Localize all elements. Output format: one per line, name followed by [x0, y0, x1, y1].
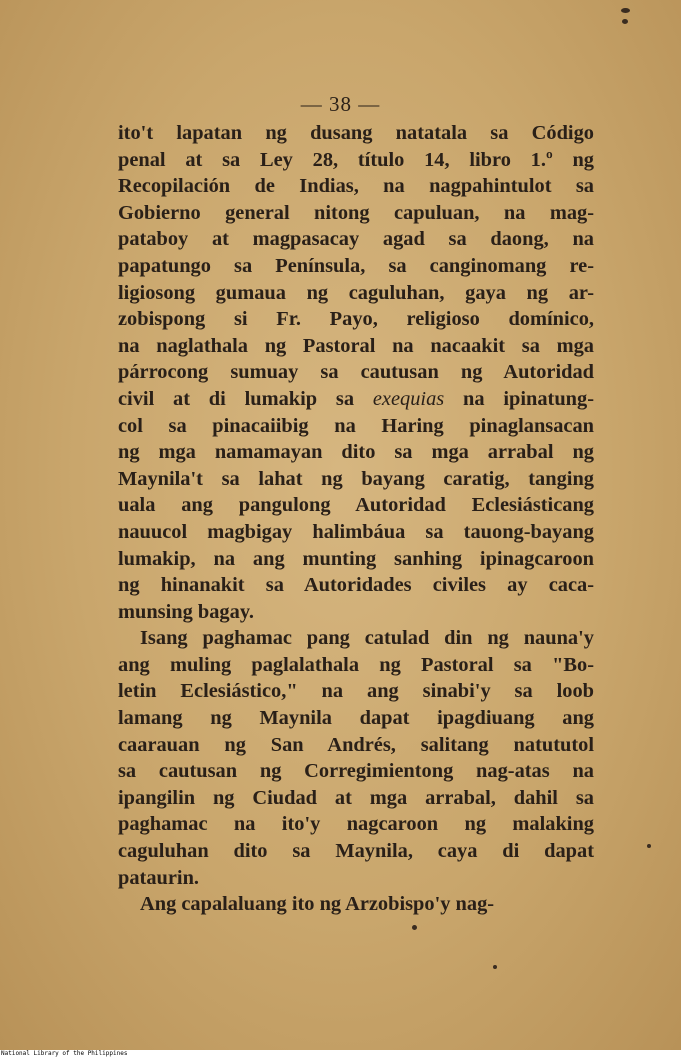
- text-line: Ang capalaluang ito ng Arzobispo'y nag-: [140, 893, 495, 916]
- text-line: Maynila't sa lahat ng bayang caratig, tanging: [118, 467, 594, 490]
- text-line: ng hinanakit sa Autoridades civiles ay caca-: [118, 574, 594, 597]
- ink-speck: [412, 925, 417, 930]
- text-line: civil at di lumakip sa exequias na ipinatung-: [118, 387, 594, 410]
- italic-word: exequias: [372, 387, 445, 410]
- text-line: ligiosong gumaua ng caguluhan, gaya ng ar-: [118, 281, 594, 304]
- text-line: ng mga namamayan dito sa mga arrabal ng: [118, 441, 594, 464]
- text-line: papatungo sa Península, sa canginomang re-: [118, 254, 594, 277]
- text-line: párrocong sumuay sa cautusan ng Autoridad: [118, 361, 594, 384]
- text-line: letin Eclesiástico," na ang sinabi'y sa loob: [118, 680, 594, 703]
- text-line: Isang paghamac pang catulad din ng nauna'y: [140, 627, 594, 650]
- text-line: lamang ng Maynila dapat ipagdiuang ang: [118, 707, 594, 730]
- ink-speck: [647, 844, 651, 848]
- ink-speck: [493, 965, 497, 969]
- text-line: caguluhan dito sa Maynila, caya di dapat: [118, 840, 594, 863]
- text-line: Gobierno general nitong capuluan, na mag-: [118, 201, 594, 224]
- text-line: ang muling paglalathala ng Pastoral sa "Bo-: [118, 653, 594, 676]
- text-line: uala ang pangulong Autoridad Eclesiásticang: [118, 494, 594, 517]
- ink-speck: [622, 19, 628, 24]
- text-line: zobispong si Fr. Payo, religioso domínico,: [118, 308, 594, 331]
- library-credit: National Library of the Philippines: [0, 1050, 681, 1058]
- text-line: munsing bagay.: [118, 600, 254, 623]
- text-line: lumakip, na ang munting sanhing ipinagcaroon: [118, 547, 594, 570]
- text-line: caarauan ng San Andrés, salitang natututol: [118, 733, 594, 756]
- text-line: sa cautusan ng Corregimientong nag-atas na: [118, 760, 594, 783]
- text-line: pataboy at magpasacay agad sa daong, na: [118, 228, 594, 251]
- text-line: nauucol magbigay halimbáua sa tauong-bayang: [118, 520, 594, 543]
- ink-speck: [621, 8, 630, 13]
- page-number: — 38 —: [300, 92, 381, 116]
- text-line: ipangilin ng Ciudad at mga arrabal, dahil sa: [118, 786, 594, 809]
- text-line: ito't lapatan ng dusang natatala sa Código: [118, 122, 594, 144]
- text-line: pataurin.: [118, 866, 200, 889]
- text-line: penal at sa Ley 28, título 14, libro 1.º ng: [118, 148, 594, 171]
- text-line: col sa pinacaiibig na Haring pinaglansacan: [118, 414, 594, 437]
- text-line: paghamac na ito'y nagcaroon ng malaking: [118, 813, 594, 836]
- text-line: Recopilación de Indias, na nagpahintulot sa: [118, 175, 594, 198]
- body-text: [118, 120, 594, 918]
- text-line: na naglathala ng Pastoral na nacaakit sa mga: [118, 334, 594, 357]
